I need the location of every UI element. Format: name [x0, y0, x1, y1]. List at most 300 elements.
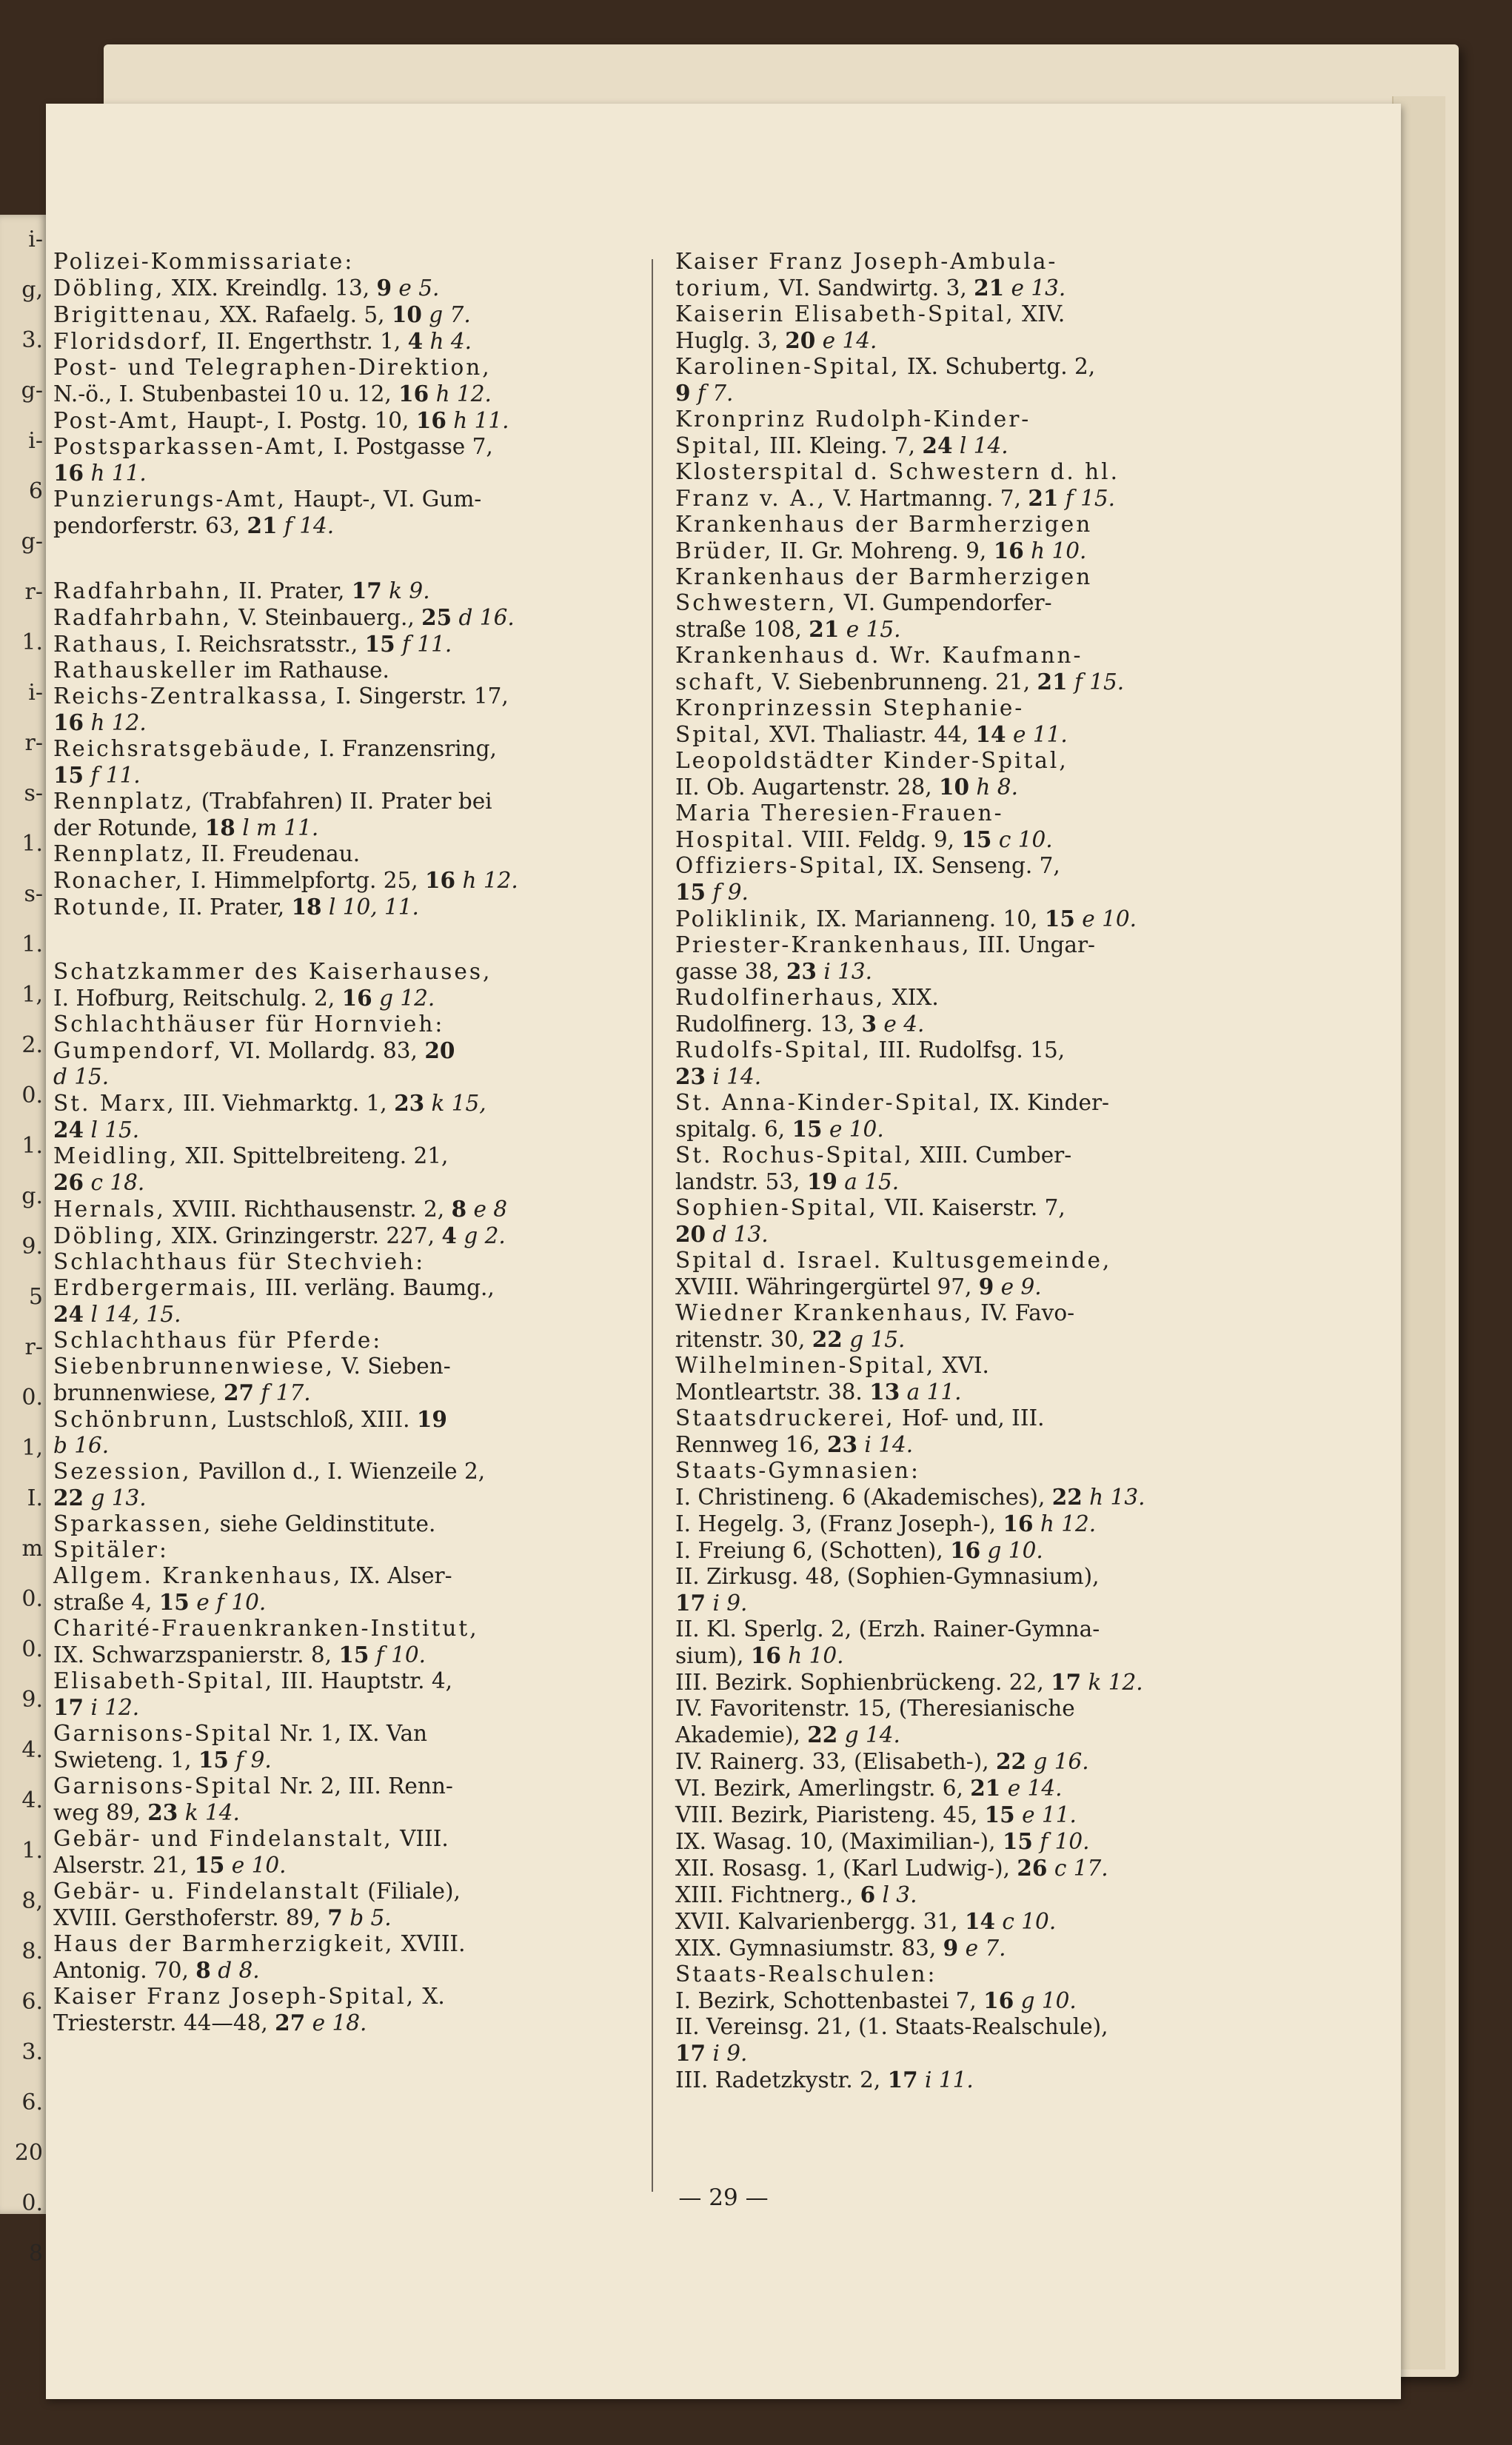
grid-reference: i 14.	[857, 1432, 914, 1457]
entry-address: I. Singerstr. 17,	[329, 683, 509, 709]
directory-line	[53, 1249, 646, 1275]
map-sheet-number: 15	[194, 1852, 225, 1878]
page-number: — 29 —	[678, 2184, 769, 2211]
map-sheet-number: 13	[869, 1379, 900, 1405]
facing-page-fragment: 1.	[21, 831, 43, 857]
grid-reference: i 14.	[706, 1064, 762, 1089]
directory-line	[675, 1802, 1268, 1828]
facing-page-fragment: 8	[28, 2241, 43, 2267]
grid-reference: l 14.	[952, 433, 1008, 458]
entry-address: XIX.	[885, 985, 939, 1010]
map-sheet-number: 21	[247, 512, 278, 538]
map-sheet-number: 20	[424, 1037, 455, 1063]
directory-line	[53, 249, 646, 275]
facing-page-fragment: 0.	[21, 2190, 43, 2216]
grid-reference: e 10.	[224, 1853, 287, 1878]
entry-address: III. verläng. Baumg.,	[258, 1275, 495, 1300]
entry-address: ritenstr. 30,	[675, 1327, 812, 1352]
directory-line	[675, 721, 1268, 748]
directory-line	[53, 1826, 646, 1852]
directory-line	[53, 1721, 646, 1747]
directory-line	[675, 1669, 1268, 1696]
directory-line	[675, 1326, 1268, 1353]
directory-line	[53, 736, 646, 762]
directory-line	[53, 841, 646, 867]
map-sheet-number: 10	[938, 774, 970, 800]
entry-address: V. Hartmanng. 7,	[826, 486, 1028, 511]
directory-line	[675, 407, 1268, 432]
directory-line	[675, 1908, 1268, 1935]
directory-line	[675, 985, 1268, 1011]
entry-address: Akademie),	[675, 1722, 808, 1747]
directory-line	[675, 1590, 1268, 1616]
entry-keyword: Staats-Realschulen:	[675, 1961, 937, 1987]
map-sheet-number: 17	[675, 2040, 706, 2066]
entry-address: XVIII. Richthausenstr. 2,	[165, 1197, 452, 1222]
directory-line	[675, 1458, 1268, 1484]
entry-keyword: Wilhelminen-Spital,	[675, 1353, 936, 1378]
grid-reference: a 11.	[900, 1379, 962, 1405]
directory-line	[675, 1405, 1268, 1431]
map-sheet-number: 16	[750, 1642, 781, 1668]
directory-line	[675, 1353, 1268, 1379]
directory-line	[53, 1011, 646, 1037]
map-sheet-number: 24	[53, 1117, 84, 1143]
entry-address: V. Steinbauerg.,	[231, 605, 422, 630]
map-sheet-number: 23	[394, 1090, 425, 1116]
entry-address: XVIII.	[394, 1931, 466, 1956]
directory-line	[53, 1275, 646, 1301]
entry-address: II. Prater,	[171, 894, 292, 920]
directory-line	[53, 894, 646, 920]
grid-reference: h 12.	[1033, 1511, 1097, 1536]
grid-reference: f 10.	[369, 1642, 426, 1668]
entry-address: V. Sieben-	[335, 1354, 451, 1379]
directory-line	[675, 695, 1268, 721]
entry-keyword: Krankenhaus der Barmherzigen	[675, 512, 1093, 537]
entry-address: sium),	[675, 1643, 751, 1668]
grid-reference: f 10.	[1032, 1829, 1090, 1854]
entry-address: I. Postgasse 7,	[326, 434, 493, 459]
entry-address: II. Ob. Augartenstr. 28,	[675, 775, 939, 800]
grid-reference: g 12.	[372, 986, 435, 1011]
map-sheet-number: 26	[53, 1169, 84, 1195]
grid-reference: e 8	[466, 1197, 508, 1222]
directory-line	[675, 1987, 1268, 2014]
directory-line	[53, 1064, 646, 1090]
map-sheet-number: 23	[147, 1799, 178, 1825]
entry-keyword: Spital d. Israel. Kultusgemeinde,	[675, 1248, 1112, 1273]
grid-reference: e 14.	[1000, 1776, 1063, 1801]
grid-reference: i 11.	[917, 2067, 974, 2093]
entry-address: III. Viehmarktg. 1,	[175, 1091, 395, 1116]
grid-reference: g 14.	[837, 1722, 900, 1747]
facing-page-fragment: r-	[24, 730, 43, 756]
map-sheet-number: 22	[1051, 1484, 1083, 1510]
grid-reference: h 4.	[423, 329, 472, 354]
entry-address: X.	[415, 1984, 445, 2009]
directory-line	[53, 867, 646, 894]
entry-keyword: Radfahrbahn,	[53, 578, 232, 603]
directory-line	[53, 1852, 646, 1879]
entry-address: im Rathause.	[236, 658, 389, 683]
entry-keyword: Spital,	[675, 722, 763, 747]
directory-line	[53, 578, 646, 604]
entry-address: (Filiale),	[360, 1879, 461, 1904]
entry-address: XIII. Fichtnerg.,	[675, 1882, 860, 1907]
entry-address: Hof- und, III.	[894, 1405, 1045, 1431]
map-sheet-number: 14	[964, 1908, 995, 1934]
grid-reference: e 13.	[1004, 275, 1066, 301]
grid-reference: f 15.	[1067, 669, 1125, 695]
facing-page-fragment: m	[21, 1536, 43, 1562]
grid-reference: e 15.	[839, 617, 901, 642]
facing-page-fragment: r-	[24, 1334, 43, 1360]
map-sheet-number: 3	[861, 1011, 877, 1037]
directory-line	[53, 275, 646, 301]
directory-line	[53, 1879, 646, 1904]
directory-line	[53, 1904, 646, 1931]
entry-address: Rennweg 16,	[675, 1432, 827, 1457]
map-sheet-number: 14	[975, 721, 1006, 747]
entry-address: I. Christineng. 6 (Akademisches),	[675, 1485, 1052, 1510]
directory-line	[53, 604, 646, 631]
entry-address: XIII. Cumber-	[913, 1143, 1072, 1168]
directory-line	[53, 1037, 646, 1064]
directory-line	[53, 959, 646, 985]
entry-keyword: Rennplatz,	[53, 789, 195, 814]
directory-line	[53, 1957, 646, 1984]
map-sheet-number: 22	[807, 1722, 838, 1747]
map-sheet-number: 22	[53, 1485, 84, 1511]
directory-line	[53, 1984, 646, 2010]
entry-address: Rudolfinerg. 13,	[675, 1011, 862, 1037]
facing-page-fragment: i-	[28, 680, 43, 706]
facing-page-fragment: 3.	[21, 2039, 43, 2065]
directory-line	[53, 434, 646, 460]
entry-address: XVI.	[935, 1353, 989, 1378]
facing-page-fragment: 2.	[21, 1032, 43, 1058]
directory-line	[675, 826, 1268, 853]
map-sheet-number: 26	[1017, 1855, 1048, 1881]
directory-line	[675, 800, 1268, 826]
directory-line	[675, 879, 1268, 906]
directory-line	[675, 2014, 1268, 2040]
directory-line	[53, 2010, 646, 2036]
grid-reference: g 13.	[84, 1485, 147, 1511]
entry-keyword: Schlachthaus für Pferde:	[53, 1328, 383, 1353]
entry-address: weg 89,	[53, 1800, 148, 1825]
grid-reference: h 12.	[84, 710, 147, 735]
entry-keyword: Krankenhaus d. Wr. Kaufmann-	[675, 643, 1083, 668]
entry-keyword: Reichs-Zentralkassa,	[53, 683, 330, 709]
directory-line	[53, 1773, 646, 1799]
entry-keyword: Schlachthaus für Stechvieh:	[53, 1249, 426, 1274]
directory-line	[53, 1433, 646, 1459]
map-sheet-number: 4	[441, 1222, 457, 1248]
directory-line	[53, 1747, 646, 1773]
entry-address: XVIII. Währingergürtel 97,	[675, 1274, 979, 1300]
directory-line	[53, 1169, 646, 1196]
map-sheet-number: 25	[421, 604, 452, 630]
map-sheet-number: 24	[53, 1301, 84, 1327]
entry-address: IV. Favo-	[973, 1300, 1075, 1325]
grid-reference: i 12.	[84, 1695, 140, 1720]
entry-address: brunnenwiese,	[53, 1380, 224, 1405]
directory-line	[53, 762, 646, 789]
map-sheet-number: 17	[675, 1590, 706, 1616]
entry-keyword: Punzierungs-Amt,	[53, 486, 287, 512]
entry-address: II. Gr. Mohreng. 9,	[773, 538, 994, 563]
map-sheet-number: 6	[860, 1882, 876, 1907]
grid-reference: l 3.	[875, 1882, 917, 1907]
directory-line	[675, 380, 1268, 407]
directory-line	[675, 748, 1268, 774]
directory-line	[675, 564, 1268, 590]
map-sheet-number: 16	[53, 460, 84, 486]
grid-reference: h 12.	[455, 868, 518, 893]
directory-line	[675, 2067, 1268, 2093]
facing-page-fragment: 9.	[21, 1234, 43, 1260]
directory-line	[675, 1090, 1268, 1116]
grid-reference: e 18.	[305, 2010, 367, 2036]
facing-page-fragment: g.	[21, 1183, 43, 1209]
entry-keyword: Franz v. A.,	[675, 486, 827, 511]
facing-page-fragment: 6.	[21, 1989, 43, 2015]
grid-reference: d 8.	[210, 1958, 260, 1983]
map-sheet-number: 15	[1044, 906, 1075, 931]
entry-address: XIX. Grinzingerstr. 227,	[164, 1223, 442, 1248]
entry-address: III. Radetzkystr. 2,	[675, 2067, 888, 2093]
entry-address: IX. Wasag. 10, (Maximilian-),	[675, 1829, 1003, 1854]
grid-reference: g 7.	[421, 302, 471, 327]
map-sheet-number: 21	[1028, 485, 1059, 511]
directory-line	[675, 1484, 1268, 1511]
map-sheet-number: 17	[351, 578, 382, 603]
entry-address: Haupt-, VI. Gum-	[286, 486, 482, 512]
facing-page-fragment: 6	[28, 478, 43, 504]
map-sheet-number: 21	[809, 616, 840, 642]
entry-keyword: Spitäler:	[53, 1537, 169, 1562]
right-column	[675, 249, 1268, 2093]
map-sheet-number: 16	[993, 538, 1024, 563]
directory-line	[675, 1037, 1268, 1063]
grid-reference: g 10.	[1014, 1988, 1077, 2013]
directory-line	[53, 1354, 646, 1379]
grid-reference: l 15.	[84, 1117, 140, 1143]
directory-line	[675, 538, 1268, 564]
facing-page-fragment: 8.	[21, 1939, 43, 1964]
grid-reference: b 16.	[53, 1433, 110, 1458]
entry-address: XIX. Gymnasiumstr. 83,	[675, 1936, 943, 1961]
grid-reference: g 16.	[1026, 1749, 1089, 1774]
map-sheet-number: 15	[364, 631, 395, 657]
directory-line	[675, 958, 1268, 985]
grid-reference: h 8.	[969, 775, 1018, 800]
entry-keyword: Polizei-Kommissariate:	[53, 249, 355, 274]
left-column	[53, 249, 646, 2036]
map-sheet-number: 27	[275, 2010, 306, 2036]
entry-address: straße 4,	[53, 1590, 159, 1615]
directory-line	[675, 327, 1268, 354]
directory-line	[675, 275, 1268, 301]
entry-address: IX. Kinder-	[982, 1090, 1110, 1115]
entry-keyword: Sophien-Spital,	[675, 1195, 878, 1220]
directory-line	[675, 512, 1268, 538]
directory-line	[53, 1222, 646, 1249]
facing-page-fragment: g-	[21, 378, 43, 404]
map-sheet-number: 16	[950, 1537, 981, 1563]
directory-line	[53, 1379, 646, 1406]
entry-address: I. Freiung 6, (Schotten),	[675, 1538, 951, 1563]
entry-address: II. Kl. Sperlg. 2, (Erzh. Rainer-Gymna-	[675, 1616, 1100, 1642]
entry-address: II. Vereinsg. 21, (1. Staats-Realschule),	[675, 2014, 1108, 2039]
grid-reference: e 10.	[1074, 906, 1137, 931]
grid-reference: e 11.	[1014, 1802, 1077, 1827]
facing-page-fragment: 1.	[21, 1133, 43, 1159]
directory-line	[675, 485, 1268, 512]
entry-keyword: St. Marx,	[53, 1091, 176, 1116]
map-sheet-number: 16	[415, 407, 446, 433]
facing-page-fragment: i-	[28, 227, 43, 252]
entry-keyword: Hospital.	[675, 827, 796, 852]
directory-line	[675, 1882, 1268, 1908]
entry-keyword: Döbling,	[53, 275, 165, 301]
entry-address: Alserstr. 21,	[53, 1853, 195, 1878]
entry-keyword: Brigittenau,	[53, 302, 213, 327]
entry-keyword: Gebär- und Findelanstalt,	[53, 1826, 393, 1851]
entry-address: XII. Spittelbreiteng. 21,	[178, 1143, 449, 1168]
entry-keyword: Döbling,	[53, 1223, 165, 1248]
entry-keyword: Leopoldstädter Kinder-Spital,	[675, 748, 1068, 773]
entry-keyword: Elisabeth-Spital,	[53, 1668, 275, 1693]
entry-keyword: Spital,	[675, 433, 763, 458]
entry-address: I. Hofburg, Reitschulg. 2,	[53, 986, 342, 1011]
map-sheet-number: 15	[338, 1642, 369, 1668]
map-sheet-number: 16	[1003, 1511, 1034, 1536]
directory-line	[675, 1195, 1268, 1221]
entry-keyword: Krankenhaus der Barmherzigen	[675, 564, 1093, 589]
facing-page-fragment: 1.	[21, 629, 43, 655]
map-sheet-number: 4	[407, 328, 424, 354]
directory-line	[53, 658, 646, 683]
directory-line	[675, 590, 1268, 616]
book-page	[46, 104, 1401, 2399]
map-sheet-number: 15	[158, 1589, 190, 1615]
map-sheet-number: 9	[978, 1274, 994, 1300]
directory-line	[675, 616, 1268, 643]
map-sheet-number: 21	[970, 1775, 1001, 1801]
directory-line	[53, 985, 646, 1011]
grid-reference: k 12.	[1081, 1670, 1143, 1695]
directory-line	[53, 1537, 646, 1563]
entry-address: VII. Kaiserstr. 7,	[877, 1195, 1066, 1220]
entry-keyword: Radfahrbahn,	[53, 605, 232, 630]
entry-address: IX. Schubertg. 2,	[900, 354, 1096, 379]
entry-address: Antonig. 70,	[53, 1958, 196, 1983]
map-sheet-number: 18	[204, 815, 235, 840]
directory-line	[675, 432, 1268, 459]
map-sheet-number: 23	[786, 958, 817, 984]
directory-line	[53, 1931, 646, 1957]
entry-address: I. Hegelg. 3, (Franz Joseph-),	[675, 1511, 1003, 1536]
grid-reference: i 9.	[706, 2041, 748, 2066]
entry-keyword: Schwestern,	[675, 590, 837, 615]
entry-address: XVI. Thaliastr. 44,	[762, 722, 976, 747]
facing-page-fragment: 1.	[21, 1838, 43, 1864]
directory-line	[53, 1328, 646, 1354]
directory-line	[53, 1117, 646, 1143]
map-sheet-number: 15	[198, 1747, 229, 1773]
map-sheet-number: 9	[376, 275, 392, 301]
entry-keyword: Priester-Krankenhaus,	[675, 932, 971, 957]
directory-line	[675, 1168, 1268, 1195]
entry-address: VI. Gumpendorfer-	[837, 590, 1052, 615]
entry-keyword: Rudolfinerhaus,	[675, 985, 886, 1010]
grid-reference: h 10.	[780, 1643, 844, 1668]
grid-reference: h 10.	[1023, 538, 1087, 563]
entry-keyword: Garnisons-Spital	[53, 1773, 273, 1799]
grid-reference: f 14.	[277, 513, 335, 538]
entry-address: V. Siebenbrunneng. 21,	[765, 669, 1037, 695]
grid-reference: h 11.	[446, 408, 509, 433]
directory-line	[675, 1379, 1268, 1405]
map-sheet-number: 27	[223, 1379, 254, 1405]
map-sheet-number: 17	[1051, 1669, 1082, 1695]
entry-keyword: Rathaus,	[53, 632, 170, 657]
entry-address: III. Kleing. 7,	[762, 433, 923, 458]
directory-line	[53, 1694, 646, 1721]
facing-page-fragment: 0.	[21, 1636, 43, 1662]
map-sheet-number: 19	[806, 1168, 837, 1194]
entry-keyword: Sparkassen,	[53, 1511, 213, 1536]
directory-line	[53, 1616, 646, 1642]
map-sheet-number: 17	[887, 2067, 918, 2093]
entry-address: siehe Geldinstitute.	[213, 1511, 436, 1536]
grid-reference: d 13.	[706, 1222, 769, 1247]
directory-line	[675, 1274, 1268, 1300]
directory-line	[675, 1616, 1268, 1642]
facing-page-fragment: g-	[21, 529, 43, 555]
entry-address: Swieteng. 1,	[53, 1747, 198, 1773]
directory-line	[675, 249, 1268, 275]
facing-page-fragment: 0.	[21, 1586, 43, 1612]
grid-reference: b 5.	[342, 1905, 392, 1930]
facing-page-fragment: r-	[24, 579, 43, 605]
directory-line	[53, 1563, 646, 1589]
directory-line	[53, 631, 646, 658]
directory-line	[675, 1696, 1268, 1722]
facing-page-fragment: 5	[28, 1284, 43, 1310]
directory-line	[675, 1855, 1268, 1882]
entry-address: I. Franzensring,	[312, 736, 497, 761]
grid-reference: e 4.	[877, 1011, 925, 1037]
facing-page-fragment: s-	[24, 881, 43, 907]
map-sheet-number: 15	[1002, 1828, 1033, 1854]
map-sheet-number: 7	[327, 1904, 343, 1930]
directory-line	[675, 1143, 1268, 1168]
map-sheet-number: 18	[291, 894, 322, 920]
entry-keyword: Post-Amt,	[53, 408, 180, 433]
entry-address: IX. Senseng. 7,	[886, 853, 1060, 878]
entry-address: III. Bezirk. Sophienbrückeng. 22,	[675, 1670, 1051, 1695]
facing-page-fragment: 0.	[21, 1385, 43, 1411]
directory-line	[53, 486, 646, 512]
entry-keyword: Staats-Gymnasien:	[675, 1458, 920, 1483]
map-sheet-number: 21	[974, 275, 1005, 301]
entry-address: I. Bezirk, Schottenbastei 7,	[675, 1988, 984, 2013]
entry-keyword: Erdbergermais,	[53, 1275, 258, 1300]
